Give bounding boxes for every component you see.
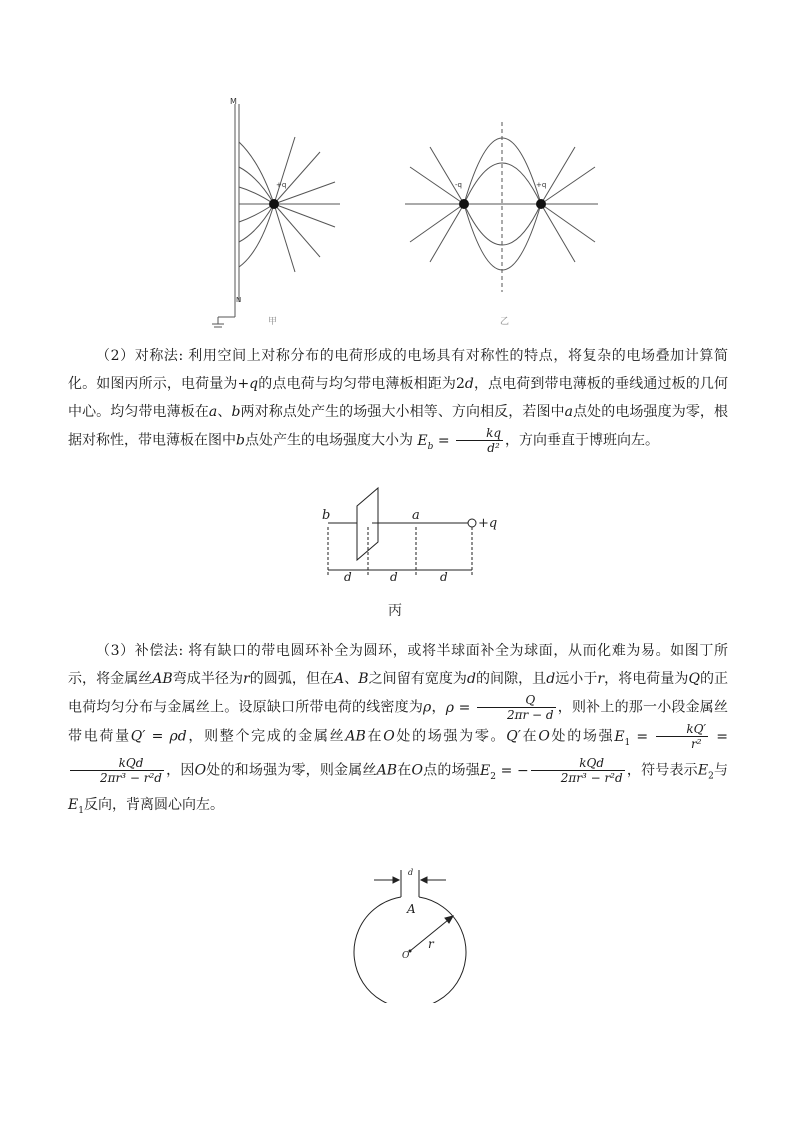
symbol-o: O [194,762,207,779]
text: 的正电荷均匀分布与金属丝上。设原缺口所带电荷的线密度为 [68,671,729,716]
text: ，点电荷到带电薄板的垂线通过板的几何中心。均匀带电薄板在 [68,376,728,420]
text: 与 [713,762,729,779]
text: ， [431,699,446,716]
text: ，符号表示 [626,762,698,779]
label-plus-q-right: +q [536,181,547,189]
formula-eb: $E_b$ = $\frac{kq}{\text{d²}}$ [417,426,502,455]
text: 点处产生的电场强度大小为 [244,432,413,449]
caption-yi: 乙 [500,317,510,327]
text: 的点电荷与均匀带电薄板相距为2 [258,376,465,392]
symbol-d: d [466,671,476,687]
dim-d-1: d [344,570,352,584]
text: （3）补偿法: 将有缺口的带电圆环补全为圆环，或将半球面补全为球面，从而化难为易。如图丁所示，将金属丝 [68,643,728,687]
text: 在 [365,728,384,745]
label-a: a [412,508,420,523]
text: 点处的电场强度为零，根据对称性，带电薄板在图中 [68,404,729,449]
text: ，因 [165,762,195,779]
symbol-qprime: Q′ [506,728,521,745]
label-plus-q: +q [276,181,287,189]
formula-qprime: Q′ = ρd [130,728,187,745]
symbol-ab: AB [345,728,366,745]
symbol-d: d [464,376,474,392]
text: 弯成半径为 [172,671,243,687]
field-lines-figure [200,92,600,332]
text: 的间隙，且 [475,671,547,687]
text: 在 [520,728,539,745]
text: 点的场强 [422,762,480,779]
symbol-d: d [546,671,556,687]
label-o: O [402,951,410,961]
symbol-b: b [236,432,245,449]
symbol-q: Q [688,671,700,687]
text: 的圆弧，但在 [249,671,335,687]
symbol-o: O [411,762,423,779]
subscript: 2 [708,771,714,782]
symbol-b: B [358,671,369,687]
text: ，则补上的那一小段金属丝带电荷量 [68,699,728,745]
symbol-q: q [249,376,259,392]
symbol-r: r [243,671,250,687]
caption-jia: 甲 [268,317,278,327]
text: ，方向垂直于博班向左。 [505,432,660,449]
text: 处的场强为零。 [394,728,507,745]
label-n: N [236,296,242,304]
formula-e1: $E_1$ = $\frac{kQ'}{\text{r²}}$ = $\frac{\text{kQd}}{\text{2πr³ − r²d}}$ [68,729,728,779]
paragraph-compensation-method [68,637,728,824]
formula-rho: ρ = $\frac{Q}{2\pi r - d}$ [445,693,554,722]
dim-d-3: d [440,570,448,584]
symbol-a: a [208,404,218,420]
symbol-o: O [538,728,550,745]
symbol-ab: AB [152,671,173,687]
text: 之间留有宽度为 [368,671,467,687]
label-plus-q: +q [478,516,498,531]
symbol-b: b [231,404,241,420]
text: 远小于 [555,671,598,687]
label-a: A [407,902,416,916]
text: 处的和场强为零，则金属丝 [206,762,377,779]
symbol-rho: ρ [423,699,432,716]
symbol-e: E [697,762,709,779]
label-m: M [230,97,237,106]
figure-bing [310,484,510,584]
text: 反向，背离圆心向左。 [83,796,224,813]
subscript: 1 [78,805,84,816]
formula-e2: $E_2$ = − $\frac{\text{kQd}}{\text{2πr³ − r²d}}$ [479,756,623,786]
text: 、 [344,671,359,687]
symbol-o: O [383,728,395,745]
text: 两对称点处产生的场强大小相等、方向相反，若图中 [240,404,565,420]
caption-bing: 丙 [388,603,402,619]
text: 、 [217,404,232,420]
label-minus-q: -q [455,181,462,189]
symbol-e: E [68,796,79,813]
symbol-r: r [597,671,605,687]
symbol-ab: AB [376,762,398,779]
dim-d-2: d [390,570,398,584]
figure-ding [350,858,470,1003]
label-d: d [408,868,414,877]
paragraph-symmetry-method [68,342,728,460]
text: 处的场强 [549,728,615,745]
text: ，则整个完成的金属丝 [186,728,346,745]
symbol-a: a [564,404,573,420]
symbol-a: A [334,671,345,687]
text: ，将电荷量为 [604,671,689,687]
text: （2）对称法: 利用空间上对称分布的电荷形成的电场具有对称性的特点，将复杂的电场叠加计算简化。如图丙所示，电荷量为+ [68,348,728,392]
label-b: b [322,508,331,523]
label-r: r [428,937,434,951]
text: 在 [397,762,412,779]
